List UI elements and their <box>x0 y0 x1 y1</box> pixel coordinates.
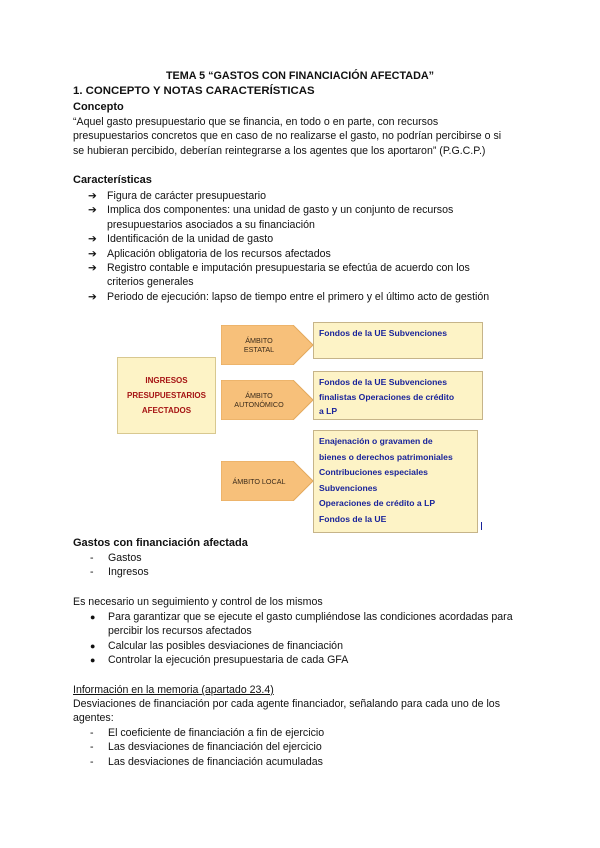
characteristics-list <box>0 189 600 304</box>
memoria-list <box>0 726 600 769</box>
concept-heading: Concepto <box>73 101 124 113</box>
control-list-wrap <box>0 610 600 668</box>
dash-bullet: - <box>90 755 94 768</box>
dash-bullet: - <box>90 741 94 754</box>
list-item: - Las desviaciones de financiación acumuladas <box>90 755 323 768</box>
concept-line: presupuestarios concretos que en caso de no realizarse el gasto, no podrían percibirse o si <box>73 130 502 143</box>
document-title: TEMA 5 “GASTOS CON FINANCIACIÓN AFECTADA” <box>165 70 435 82</box>
dash-bullet: - <box>90 552 94 564</box>
list-item: ➔ Periodo de ejecución: lapso de tiempo entre el primero y el último acto de gestión <box>88 290 490 303</box>
list-item: - El coeficiente de financiación a fin de ejercicio <box>90 727 325 739</box>
ingresos-afectados-box: INGRESOS PRESUPUESTARIOS AFECTADOS <box>117 357 216 434</box>
dot-bullet-icon: ● <box>90 655 96 666</box>
memoria-list-wrap <box>0 726 600 769</box>
box-local: Enajenación o gravamen de bienes o derechos patrimoniales Contribuciones especiales Subvenciones Operaciones de crédito a LP Fondos de la UE <box>313 430 478 533</box>
characteristics-list-wrap <box>0 189 600 304</box>
dot-bullet-icon: ● <box>90 640 96 651</box>
box-estatal: Fondos de la UE Subvenciones <box>313 322 483 359</box>
arrow-bullet-icon: ➔ <box>88 204 97 217</box>
memoria-intro: Desviaciones de financiación por cada agente financiador, señalando para cada uno de los agentes: <box>73 698 500 725</box>
concept-line: se hubieran percibido, deberían reintegrarse a los agentes que los aportaron” (P.G.C.P.) <box>73 144 486 157</box>
list-item: - Las desviaciones de financiación del ejercicio <box>90 741 322 754</box>
arrow-bullet-icon: ➔ <box>88 247 97 260</box>
list-item: ➔ Figura de carácter presupuestario <box>88 190 266 202</box>
concept-paragraph <box>73 115 543 158</box>
section-heading: 1. CONCEPTO Y NOTAS CARACTERÍSTICAS <box>73 85 315 97</box>
gfa-list-wrap <box>0 551 600 580</box>
dash-bullet: - <box>90 566 94 579</box>
list-item: - Gastos <box>90 552 142 564</box>
arrow-bullet-icon: ➔ <box>88 262 97 275</box>
list-item: ➔ Identificación de la unidad de gasto <box>88 233 274 246</box>
gfa-heading: Gastos con financiación afectada <box>73 537 248 549</box>
dash-bullet: - <box>90 727 94 739</box>
control-list <box>0 610 600 668</box>
characteristics-heading: Características <box>73 174 152 186</box>
cursor-mark <box>481 522 482 530</box>
control-intro: Es necesario un seguimiento y control de los mismos <box>73 596 323 608</box>
list-item: ➔ Registro contable e imputación presupuestaria se efectúa de acuerdo con los criterios generales <box>88 262 470 289</box>
list-item: ● Controlar la ejecución presupuestaria de cada GFA <box>90 654 349 667</box>
arrow-bullet-icon: ➔ <box>88 233 97 246</box>
box-autonomico: Fondos de la UE Subvenciones finalistas Operaciones de crédito a LP <box>313 371 483 420</box>
arrow-label: ÁMBITO LOCAL <box>232 476 286 486</box>
arrow-bullet-icon: ➔ <box>88 290 97 303</box>
list-item: ➔ Implica dos componentes: una unidad de gasto y un conjunto de recursos presupuestarios asociados a su financiación <box>88 204 454 231</box>
arrow-bullet-icon: ➔ <box>88 190 97 202</box>
list-item: ● Calcular las posibles desviaciones de financiación <box>90 639 343 652</box>
gfa-list <box>0 551 600 580</box>
concept-line: “Aquel gasto presupuestario que se financia, en todo o en parte, con recursos <box>73 116 439 128</box>
list-item: ➔ Aplicación obligatoria de los recursos afectados <box>88 247 331 260</box>
arrow-label: ÁMBITO AUTONÓMICO <box>234 391 284 409</box>
list-item: - Ingresos <box>90 566 149 579</box>
memoria-heading: Información en la memoria (apartado 23.4) <box>73 684 274 696</box>
list-item: ● Para garantizar que se ejecute el gasto cumpliéndose las condiciones acordadas para percibir los recursos afectados <box>90 611 513 638</box>
dot-bullet-icon: ● <box>90 612 96 622</box>
arrow-label: ÁMBITO ESTATAL <box>243 336 275 354</box>
